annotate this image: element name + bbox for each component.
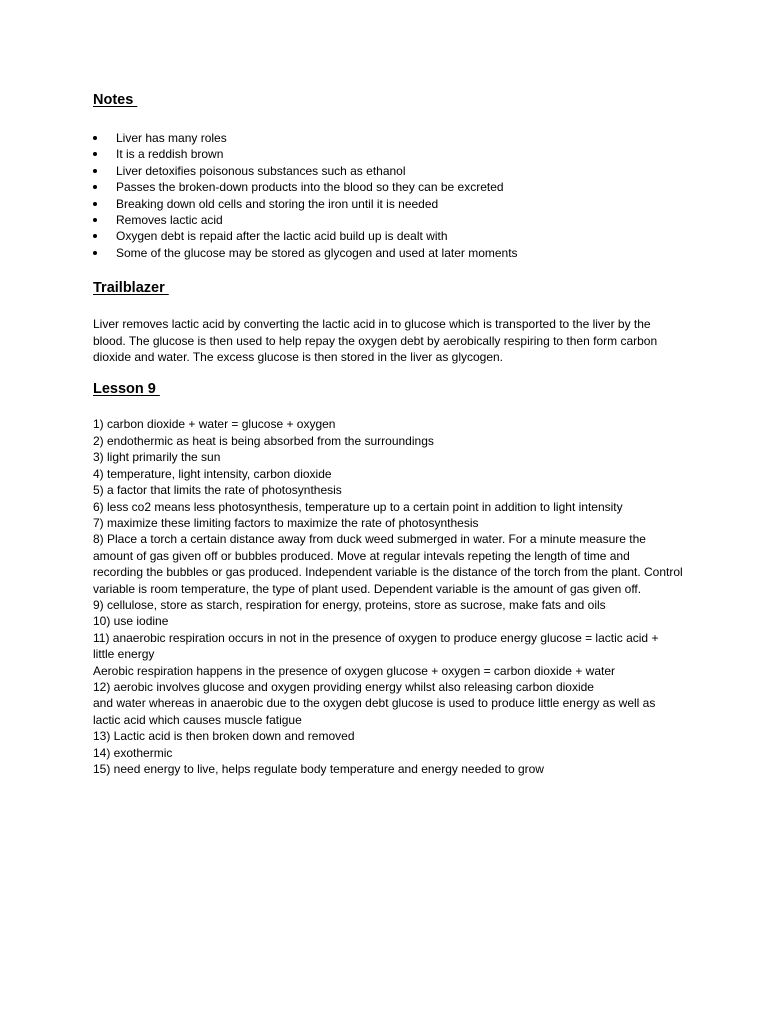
answer-line: Aerobic respiration happens in the presence of oxygen glucose + oxygen = carbon dioxide + water	[93, 663, 615, 678]
lesson-heading: Lesson 9	[93, 381, 160, 398]
answer-line: 3) light primarily the sun	[93, 450, 221, 465]
answer-line: 1) carbon dioxide + water = glucose + oxygen	[93, 417, 336, 432]
answer-line: and water whereas in anaerobic due to the oxygen debt glucose is used to produce little energy as well as lactic acid which causes muscle fatigue	[93, 696, 656, 727]
bullet-icon	[93, 136, 97, 140]
answer-line: 2) endothermic as heat is being absorbed from the surroundings	[93, 433, 434, 448]
list-item	[93, 212, 693, 228]
list-item-text: Passes the broken-down products into the blood so they can be excreted	[116, 180, 504, 195]
list-item	[93, 130, 693, 146]
bullet-icon	[93, 251, 97, 255]
list-item	[93, 146, 693, 162]
answer-line: 14) exothermic	[93, 745, 173, 760]
answer-line: 11) anaerobic respiration occurs in not in the presence of oxygen to produce energy glucose = lactic acid + little energy	[93, 630, 659, 662]
answer-line: 9) cellulose, store as starch, respiration for energy, proteins, store as sucrose, make fats and oils	[93, 597, 606, 612]
answer-line: 8) Place a torch a certain distance away from duck weed submerged in water. For a minute measure the amount of gas given off or bubbles produced. Move at regular intevals repeting the length of time and recording the bubbles or gas produced. Independent variable is the distance of the torch from the plant. Control variable is room temperature, the type of plant used. Dependent variable is the amount of gas given off.	[93, 532, 683, 596]
bullet-icon	[93, 185, 97, 189]
answer-line: 6) less co2 means less photosynthesis, temperature up to a certain point in addition to light intensity	[93, 499, 623, 514]
answer-line: 7) maximize these limiting factors to maximize the rate of photosynthesis	[93, 515, 479, 530]
list-item-text: Breaking down old cells and storing the iron until it is needed	[116, 196, 439, 211]
list-item	[93, 179, 693, 195]
document-page	[93, 88, 693, 777]
bullet-icon	[93, 202, 97, 206]
list-item-text: Liver has many roles	[116, 131, 227, 145]
notes-list	[93, 130, 693, 261]
list-item	[93, 196, 693, 212]
lesson-answers	[93, 416, 683, 777]
trailblazer-heading: Trailblazer	[93, 280, 169, 297]
list-item	[93, 228, 693, 244]
answer-line: 15) need energy to live, helps regulate body temperature and energy needed to grow	[93, 762, 544, 776]
answer-line: 12) aerobic involves glucose and oxygen providing energy whilst also releasing carbon dioxide	[93, 679, 594, 694]
bullet-icon	[93, 218, 97, 222]
list-item	[93, 163, 693, 179]
trailblazer-paragraph: Liver removes lactic acid by converting the lactic acid in to glucose which is transported to the liver by the blood. The glucose is then used to help repay the oxygen debt by aerobically respiring to then form carbon dioxide and water. The excess glucose is then stored in the liver as glycogen.	[93, 317, 658, 365]
bullet-icon	[93, 152, 97, 156]
list-item-text: Removes lactic acid	[116, 213, 223, 228]
list-item-text: It is a reddish brown	[116, 147, 224, 162]
answer-line: 10) use iodine	[93, 614, 169, 629]
list-item-text: Liver detoxifies poisonous substances such as ethanol	[116, 163, 406, 178]
list-item-text: Oxygen debt is repaid after the lactic acid build up is dealt with	[116, 229, 448, 244]
answer-line: 4) temperature, light intensity, carbon dioxide	[93, 466, 332, 481]
bullet-icon	[93, 169, 97, 173]
list-item-text: Some of the glucose may be stored as glycogen and used at later moments	[116, 245, 518, 260]
answer-line: 5) a factor that limits the rate of photosynthesis	[93, 483, 342, 498]
list-item	[93, 245, 693, 261]
bullet-icon	[93, 234, 97, 238]
notes-heading: Notes	[93, 92, 138, 108]
answer-line: 13) Lactic acid is then broken down and removed	[93, 729, 355, 744]
